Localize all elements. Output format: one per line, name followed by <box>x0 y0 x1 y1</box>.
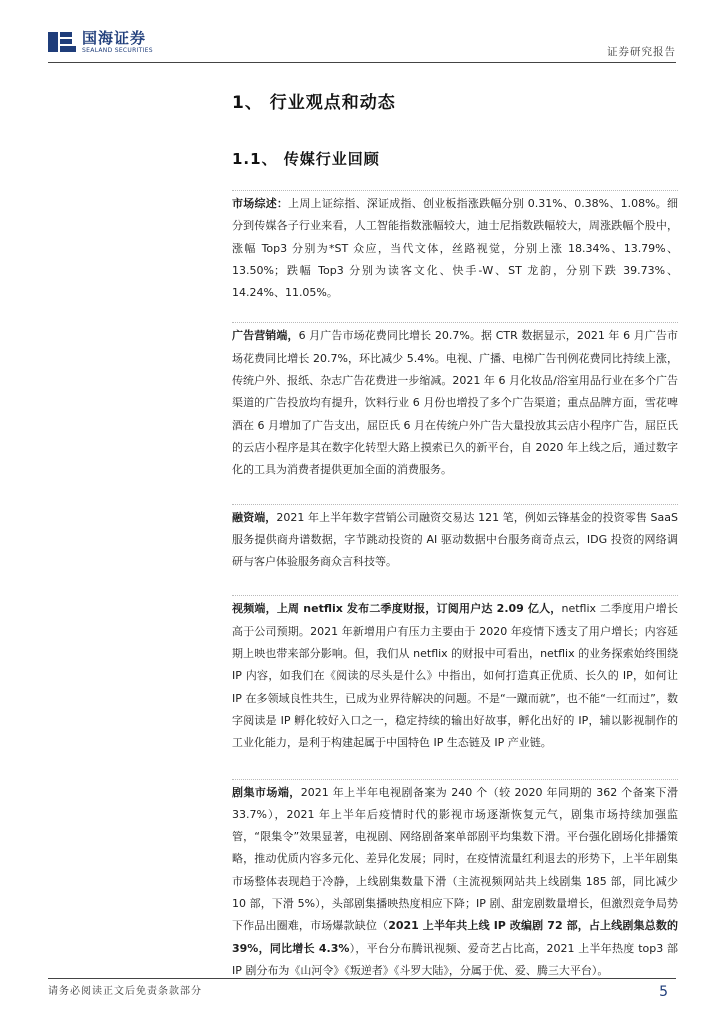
paragraph-text: 2021 年上半年数字营销公司融资交易达 121 笔，例如云锋基金的投资零售 SaaS 服务提供商舟谱数据，字节跳动投资的 AI 驱动数据中台服务商奇点云，IDG 投资的网络调研与客户体验服务商众言科技等。 <box>232 510 679 569</box>
paragraph-lead: 融资端， <box>232 510 277 524</box>
section-heading-1: 1、 行业观点和动态 <box>232 93 396 113</box>
paragraph-advertising <box>232 322 678 481</box>
footer-divider <box>48 978 676 979</box>
paragraph-text: 2021 年上半年电视剧备案为 240 个（较 2020 年同期的 362 个备案下滑 33.7%），2021 年上半年后疫情时代的影视市场逐渐恢复元气，剧集市场持续加强监管，“限集令”效果显著，电视剧、网络剧备案单部剧平均集数下滑。平台强化剧场化排播策略，推动优质内容多元化、差异化发展；同时，在疫情流量红利退去的形势下，上半年剧集市场整体表现趋于冷静，上线剧集数量下滑（主流视频网站共上线剧集 185 部，同比减少 10 部，下滑 5%），头部剧集播映热度相应下降；IP 剧、甜宠剧数量增长，但激烈竞争局势下作品出圈难，市场爆款缺位（ <box>232 785 678 933</box>
header-divider <box>48 62 676 63</box>
paragraph-text: 上周上证综指、深证成指、创业板指涨跌幅分别 0.31%、0.38%、1.08%。细分到传媒各子行业来看，人工智能指数涨幅较大，迪士尼指数跌幅较大，周涨跌幅个股中，涨幅 Top3 分别为*ST 众应，当代文体，丝路视觉，分别上涨 18.34%、13.79%、13.50%；跌幅 Top3 分别为读客文化、快手-W、ST 龙韵，分别下跌 39.73%、14.24%、11.05%。 <box>232 197 679 300</box>
paragraph-drama-market <box>232 779 678 983</box>
paragraph-text: ），平台分布腾讯视频、爱奇艺占比高，2021 上半年热度 top3 部 IP 剧分布为《山河令》《叛逆者》《斗罗大陆》，分属于优、爱、腾三大平台）。 <box>232 941 678 977</box>
paragraph-video <box>232 595 678 754</box>
paragraph-market-overview <box>232 190 678 304</box>
report-type-label: 证券研究报告 <box>607 46 676 58</box>
paragraph-lead: 视频端， <box>232 602 277 616</box>
paragraph-lead: 市场综述： <box>232 197 289 210</box>
company-logo <box>48 30 153 54</box>
section-heading-1-1: 1.1、 传媒行业回顾 <box>232 150 380 168</box>
paragraph-lead: 广告营销端， <box>232 329 299 343</box>
logo-chinese-name: 国海证券 <box>82 28 147 47</box>
logo-english-name: SEALAND SECURITIES <box>82 46 153 54</box>
paragraph-text: netflix 二季度用户增长高于公司预期。2021 年新增用户有压力主要由于 2020 年疫情下透支了用户增长；内容延期上映也带来部分影响。但，我们从 netflix 的财报中可看出，netflix 的业务探索始终围绕 IP 内容，如我们在《阅读的尽头是什么》中指出，如何打造真正优质、长久的 IP，如何让 IP 在多领域良性共生，已成为业界待解决的问题。不是“一蹴而就”，也不能“一红而过”，数字阅读是 IP 孵化较好入口之一，稳定持续的输出好故事，孵化出好的 IP，辅以影视制作的工业化能力，是利于构建起属于中国特色 IP 生态链及 IP 产业链。 <box>232 602 678 750</box>
main-content <box>232 190 678 982</box>
paragraph-financing <box>232 504 678 574</box>
paragraph-bold-text: 2021 上半年共上线 IP 改编剧 72 部，占上线剧集总数的 39%，同比增长 4.3% <box>232 919 678 955</box>
sealand-logo-icon <box>48 30 76 54</box>
page-header <box>48 30 676 64</box>
page-number: 5 <box>659 984 668 1000</box>
paragraph-text: 6 月广告市场花费同比增长 20.7%。据 CTR 数据显示，2021 年 6 月广告市场花费同比增长 20.7%，环比减少 5.4%。电视、广播、电梯广告刊例花费同比持续上涨，传统户外、报纸、杂志广告花费进一步缩减。2021 年 6 月化妆品/浴室用品行业在多个广告渠道的广告投放均有提升，饮料行业 6 月份也增投了多个广告渠道；重点品牌方面，雪花啤酒在 6 月增加了广告支出，屈臣氏 6 月在传统户外广告大量投放其云店小程序广告，屈臣氏的云店小程序是其在数字化转型大路上摸索已久的新平台，自 2020 年上线之后，通过数字化的工具为消费者提供更加全面的消费服务。 <box>232 329 679 477</box>
footer-disclaimer: 请务必阅读正文后免责条款部分 <box>48 986 202 997</box>
paragraph-bold-text: 上周 netflix 发布二季度财报，订阅用户达 2.09 亿人， <box>276 602 562 616</box>
paragraph-lead: 剧集市场端， <box>232 785 301 799</box>
